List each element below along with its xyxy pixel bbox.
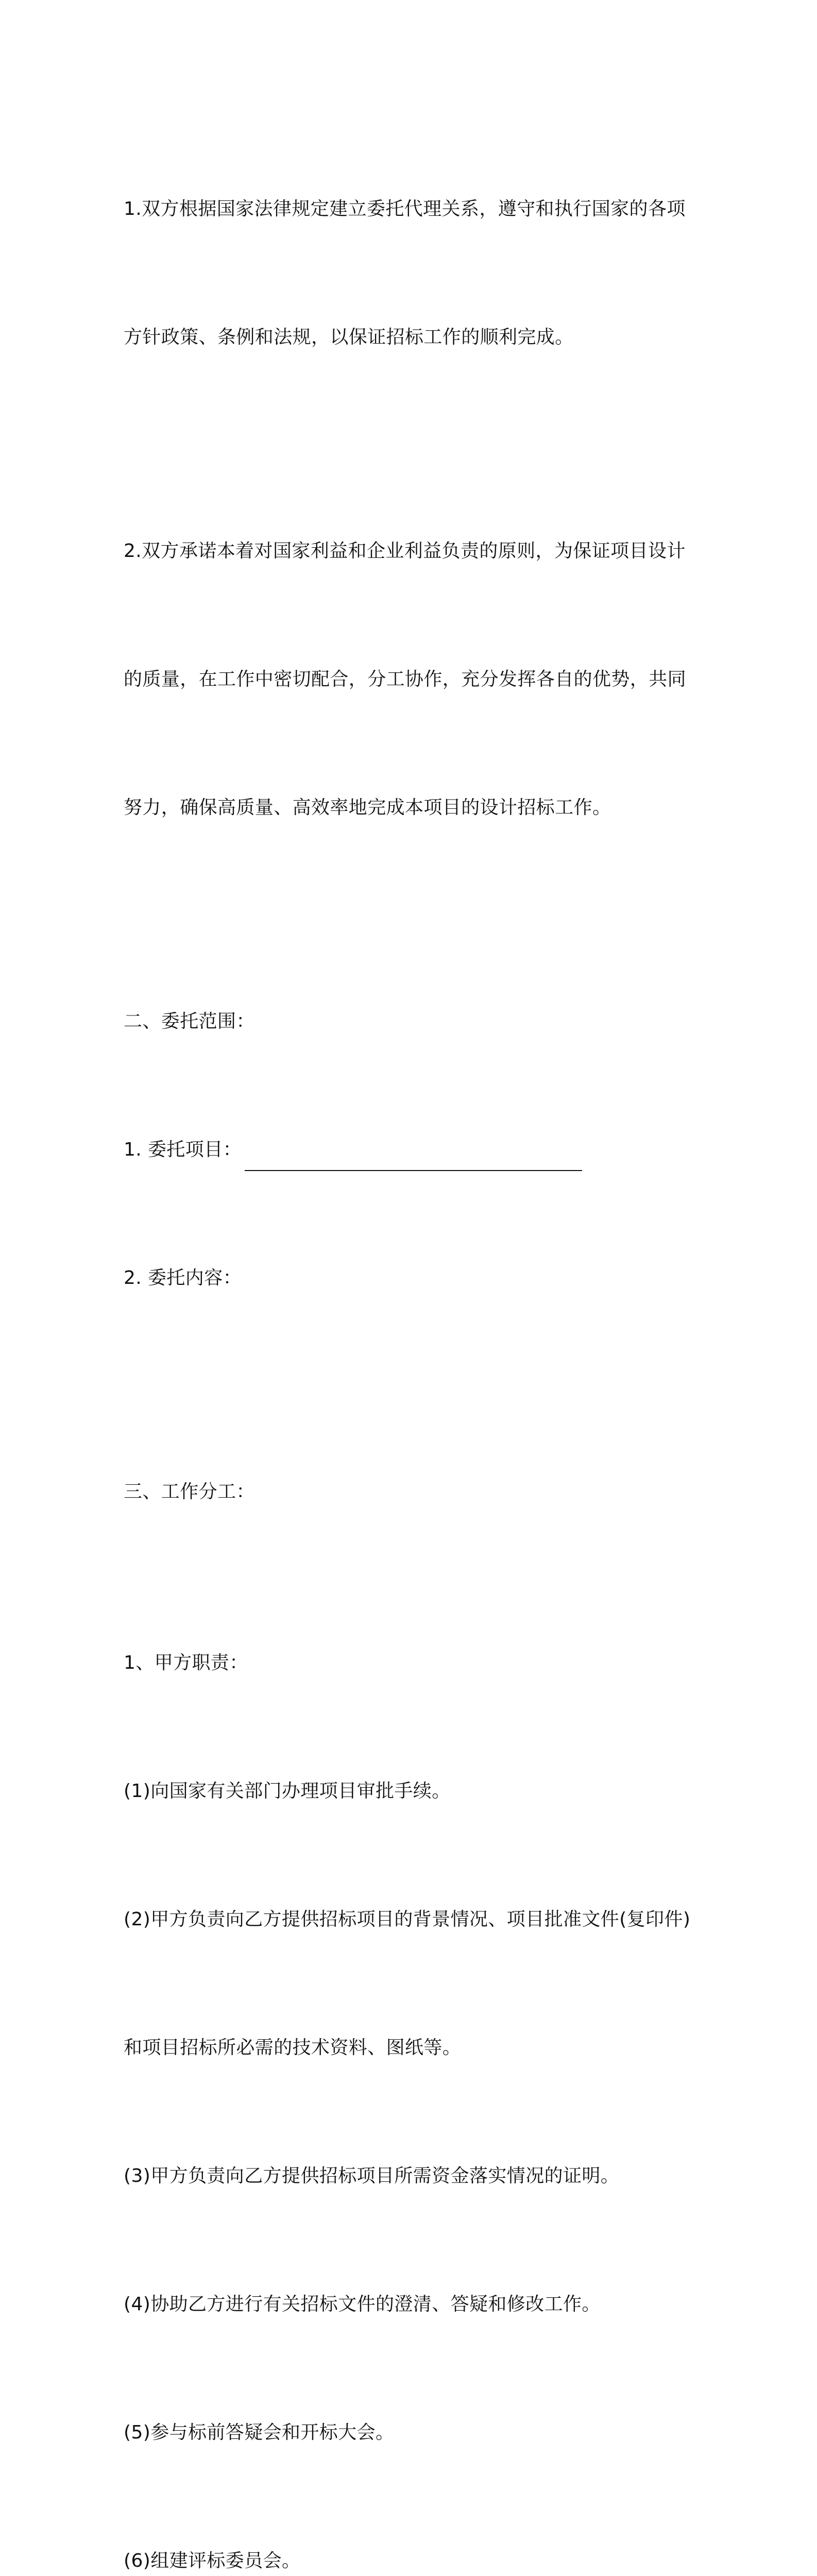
party-a-heading: 1、甲方职责： bbox=[124, 1652, 248, 1673]
section-3-heading: 三、工作分工： bbox=[124, 1481, 255, 1502]
delegated-project-row bbox=[124, 1128, 701, 1171]
delegated-content-label: 2. 委托内容： bbox=[124, 1267, 242, 1289]
clause-2 bbox=[124, 444, 701, 914]
section-2-heading: 二、委托范围： bbox=[124, 1011, 255, 1032]
clause-2-line-2: 的质量，在工作中密切配合，分工协作，充分发挥各自的优势，共同 bbox=[124, 669, 687, 690]
party-a-duty: (3)甲方负责向乙方提供招标项目所需资金落实情况的证明。 bbox=[124, 2165, 620, 2187]
party-a-duty: 和项目招标所必需的技术资料、图纸等。 bbox=[124, 2037, 462, 2058]
party-a-duty: (2)甲方负责向乙方提供招标项目的背景情况、项目批准文件(复印件) bbox=[124, 1909, 691, 1930]
clause-1 bbox=[124, 102, 701, 444]
delegated-project-label: 1. 委托项目： bbox=[124, 1139, 242, 1160]
clause-1-line-1: 1.双方根据国家法律规定建立委托代理关系，遵守和执行国家的各项 bbox=[124, 198, 686, 219]
clause-1-line-2: 方针政策、条例和法规，以保证招标工作的顺利完成。 bbox=[124, 327, 574, 348]
party-a-duty: (6)组建评标委员会。 bbox=[124, 2550, 301, 2571]
document-body bbox=[124, 102, 701, 2576]
delegated-project-blank bbox=[245, 1144, 582, 1171]
clause-2-line-3: 努力，确保高质量、高效率地完成本项目的设计招标工作。 bbox=[124, 797, 611, 818]
section-2 bbox=[124, 914, 701, 1385]
party-a-duty: (5)参与标前答疑会和开标大会。 bbox=[124, 2422, 395, 2443]
clause-2-line-1: 2.双方承诺本着对国家利益和企业利益负责的原则，为保证项目设计 bbox=[124, 540, 686, 562]
party-a-duty: (1)向国家有关部门办理项目审批手续。 bbox=[124, 1781, 451, 1802]
section-3 bbox=[124, 1385, 701, 2576]
party-a-duty: (4)协助乙方进行有关招标文件的澄清、答疑和修改工作。 bbox=[124, 2294, 601, 2315]
